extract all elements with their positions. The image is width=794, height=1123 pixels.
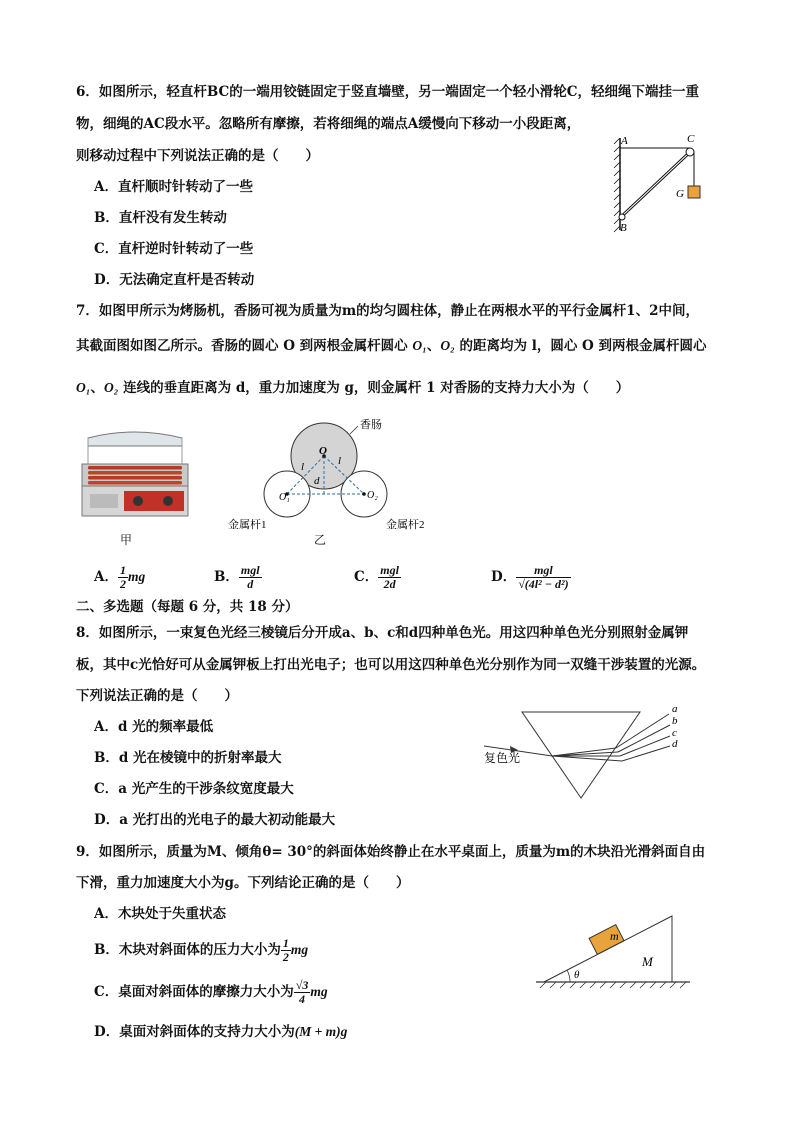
label-ray-b: b [672,715,678,727]
label-big-m: M [642,954,653,969]
q6-figure-rod-pulley [600,130,710,240]
q9-incline-figure [530,910,694,994]
q7-option-c[interactable]: C． $\frac{\text{mgl}}{2d}$ [354,563,399,591]
label-ray-a: a [672,703,678,715]
label-d: d [314,475,320,487]
q7-stem-line3: O₁、O₂ 连线的垂直距离为 d，重力加速度为 g，则金属杆 1 对香肠的支持力大小为（ ） [76,380,630,396]
label-ray-d: d [672,738,678,750]
q8-stem-line1: 8．如图所示，一束复色光经三棱镜后分开成a、b、c和d四种单色光。用这四种单色光分别照射金属钾 [76,625,689,641]
q8-prism-figure [480,700,700,804]
q7-option-b[interactable]: B． $\frac{\text{mgl}}{d}$ [214,563,260,591]
label-sausage: 香肠 [360,419,382,431]
q6-option-c[interactable]: C．直杆逆时针转动了一些 [94,241,254,257]
q9-stem-line1: 9．如图所示，质量为M、倾角θ= 30°的斜面体始终静止在水平桌面上，质量为m的木块沿光滑斜面自由 [76,844,706,860]
q7-option-d[interactable]: D． $\frac{\text{mgl}}{\text{√(4l² − d²)}}$ [491,563,569,591]
table-hatch [540,982,686,988]
ray-c [620,736,670,756]
q8-stem-line3: 下列说法正确的是（ ） [76,688,238,704]
q7-fig-jia-caption: 甲 [120,533,133,547]
hinge-b [619,214,625,220]
label-o2: O₂ [367,490,378,501]
label-g: G [676,188,684,200]
q7-fig-yi-caption: 乙 [314,533,327,547]
q6-stem-line1: 6．如图所示，轻直杆BC的一端用铰链固定于竖直墙壁，另一端固定一个轻小滑轮C，轻细绳下端挂一重 [76,84,700,100]
q7-cross-section [226,412,426,538]
q8-option-d[interactable]: D．a 光打出的光电子的最大初动能最大 [94,812,336,828]
q7-stem-line1: 7．如图甲所示为烤肠机，香肠可视为质量为m的均匀圆柱体，静止在两根水平的平行金属杆1、2中间， [76,303,699,319]
label-o1: O₁ [279,492,290,503]
ray-d [622,746,670,761]
label-ray-c: c [672,727,677,739]
q6-stem-line3: 则移动过程中下列说法正确的是（ ） [76,148,319,164]
q8-option-b[interactable]: B．d 光在棱镜中的折射率最大 [94,750,282,766]
q6-stem-line2: 物，细绳的AC段水平。忽略所有摩擦，若将细绳的端点A缓慢向下移动一小段距离， [76,116,581,132]
label-o: O [319,445,327,457]
label-composite-light: 复色光 [484,751,521,765]
q9-option-a[interactable]: A．木块处于失重状态 [94,906,226,922]
q6-option-d[interactable]: D．无法确定直杆是否转动 [94,272,255,288]
section-multi-choice-heading: 二、多选题（每题 6 分，共 18 分） [76,599,299,615]
q7-grill-photo [74,424,198,530]
label-c: C [687,133,695,145]
q7-option-a[interactable]: A． $\frac{1}{2}$ mg [94,563,146,591]
q8-option-c[interactable]: C．a 光产生的干涉条纹宽度最大 [94,781,294,797]
q7-stem-line2: 其截面图如图乙所示。香肠的圆心 O 到两根金属杆圆心 O₁、O₂ 的距离均为 l，圆心 O 到两根金属杆圆心 [76,338,707,354]
label-theta: θ [574,969,580,981]
label-rod2: 金属杆2 [386,519,425,531]
q8-option-a[interactable]: A．d 光的频率最低 [94,719,214,735]
label-m: m [610,929,619,943]
q6-option-a[interactable]: A．直杆顺时针转动了一些 [94,179,253,195]
q9-option-b[interactable]: B．木块对斜面体的压力大小为 $\frac{1}{2}$ mg [94,936,309,964]
q9-option-c[interactable]: C．桌面对斜面体的摩擦力大小为 $\frac{√3}{4}$ mg [94,978,328,1006]
q9-stem-line2: 下滑，重力加速度大小为g。下列结论正确的是（ ） [76,875,410,891]
label-l-right: l [338,455,342,467]
label-l-left: l [301,461,305,473]
label-a: A [621,135,628,147]
q8-stem-line2: 板，其中c光恰好可从金属钾板上打出光电子；也可以用这四种单色光分别作为同一双缝干涉装置的光源。 [76,657,706,673]
weight-g [688,186,700,198]
q6-option-b[interactable]: B．直杆没有发生转动 [94,210,227,226]
label-b: B [620,222,627,234]
pulley-c [686,148,694,156]
q9-option-d[interactable]: D．桌面对斜面体的支持力大小为(M + m)g [94,1024,348,1040]
label-rod1: 金属杆1 [228,519,267,531]
